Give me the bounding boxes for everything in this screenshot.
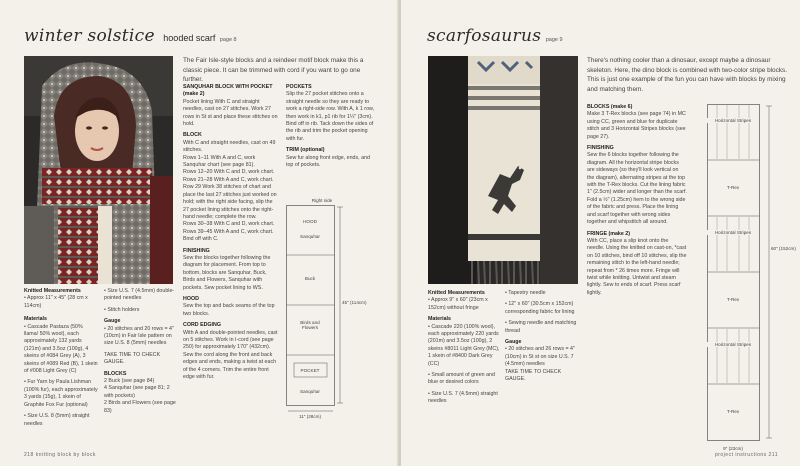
- right-measurements: • Approx 9" x 60" (23cm x 152cm) without fringe: [428, 297, 488, 311]
- hooded-scarf-illustration: [24, 56, 173, 284]
- left-measurements: • Approx 11" x 45" (28 cm x 114cm): [24, 295, 88, 309]
- left-materials-1: • Cascade Pastaza (50% llama/ 50% wool), each approximately 132 yards (121m) and 3.5oz (100g), 4 skeins of #084 Grey (A), 3 skeins of #089 Red (B), 1 skein of #008 Light Grey (C): [24, 323, 98, 375]
- right-intro: There's nothing cooler than a dinosaur, except maybe a dinosaur skeleton. Here, the dino block is combined with two-color stripe blocks. This is just one example of the fun you can have with blocks by mixing and matching them.: [587, 57, 787, 93]
- left-gauge-note: TAKE TIME TO CHECK GAUGE.: [104, 351, 161, 366]
- right-fringe-head: FRINGE (make 2): [587, 230, 630, 237]
- right-materials2-1: • Tapestry needle: [505, 290, 546, 296]
- left-gauge: • 20 stitches and 20 rows = 4" (10cm) in Fair Isle pattern on size U.S. 8 (5mm) needles: [104, 325, 174, 347]
- diagram-trex-2: T-Rex: [726, 297, 740, 302]
- rows-1: Rows 1–11 With A and C, work Sanquhar chart (see page 81).: [183, 154, 256, 169]
- finishing-text: Sew the blocks together following the diagram for placement. From top to bottom, blocks are Sanquhar, Buck, Birds and Flowers, Sanquhar with pockets. Sew pocket lining to WS.: [183, 254, 271, 291]
- diagram-width-9: 9" (23cm): [723, 446, 743, 451]
- diagram-trex-3: T-Rex: [726, 409, 740, 414]
- pockets-text: Slip the 27 pocket stitches onto a straight needle so they are ready to work a right-side row. With A, k 1 row, then work in k1, p1 rib for 1¼" (3cm). Bind off in rib. Tack down the sides of the rib and trim the pocket opening with fur.: [286, 91, 375, 142]
- diagram-stripes-3: Horizontal Stripes: [707, 342, 759, 347]
- right-blocks-head: BLOCKS (make 6): [587, 104, 633, 110]
- hood-head: HOOD: [183, 295, 199, 302]
- right-gauge: • 20 stitches and 26 rows = 4" (10cm) in St st on size U.S. 7 (4.5mm) needles: [505, 346, 575, 368]
- pockets-head: POCKETS: [286, 84, 312, 90]
- trim-head: TRIM (optional): [286, 147, 325, 154]
- scarfosaurus-photo: [428, 56, 578, 284]
- right-col2: [587, 104, 687, 301]
- hood-text: Sew the top and back seams of the top two blocks.: [183, 303, 275, 317]
- right-title: [427, 26, 563, 46]
- diagram-width: 11" (28cm): [299, 414, 321, 419]
- hooded-scarf-photo: [24, 56, 173, 284]
- right-finishing: Sew the 6 blocks together following the diagram. All the horizontal stripe blocks are sideways (so they'll look vertical on the diagram), alternating stripes at the top with the T-Rex blocks. Cut the lining fabric 1" (2.5cm) wider and longer than the scarf. Fold a ½" (1.25cm) hem to the wrong side of the fabric and press. Place the lining and scarf together with wrong sides together and whipstitch all around.: [587, 152, 687, 226]
- diagram-birds: Birds and Flowers: [300, 320, 320, 330]
- rows-5: Rows 30–38 With C and D, work chart.: [183, 221, 275, 228]
- sanquhar-head-b: (make 2): [183, 91, 205, 98]
- rows-4: Row 29 Work 38 stitches of chart and place the last 27 stitches just worked on hold; with the right side facing, slip the 27 pocket lining stitches onto the right-hand needle; complete the row.: [183, 184, 277, 220]
- right-finishing-head: FINISHING: [587, 145, 614, 152]
- right-page: [401, 0, 800, 466]
- block-head: BLOCK: [183, 132, 202, 139]
- scarfosaurus-illustration: [428, 56, 578, 284]
- diagram-height-60: 60" (152cm): [771, 246, 796, 251]
- right-col1: [428, 290, 500, 410]
- rows-3: Rows 21–28 With A and C, work chart.: [183, 176, 274, 183]
- left-title-script: winter solstice: [24, 26, 155, 46]
- left-materials-2: • Fur Yarn by Paula Lishman (100% fur), each approximately 3 yards (15g), 1 skein of Graphite Fox Fur (optional): [24, 379, 98, 408]
- left-intro: The Fair Isle-style blocks and a reindeer motif block make this a classic piece. It can be trimmed with cord if you want to go one further.: [183, 57, 364, 83]
- left-blocks-head: BLOCKS: [104, 370, 127, 377]
- diagram-sanquhar-bottom: Sanquhar: [300, 389, 320, 394]
- pocket-lining: Pocket lining With C and straight needles, cast on 27 stitches. Work 27 rows in St st and place these stitches on hold.: [183, 98, 278, 128]
- sanquhar-head: SANQUHAR BLOCK WITH POCKET: [183, 84, 273, 90]
- right-materials-2: • Small amount of green and blue or desired colors: [428, 372, 495, 386]
- right-page-ref: page 9: [545, 37, 563, 43]
- right-folio: project instructions 211: [714, 452, 778, 458]
- right-fringe: With CC, place a slip knot onto the needle. Using the knitted on cast-on, *cast on 10 stitches, bind off 10 stitches, slip the remaining stitch to the left-hand needle; repeat from * 26 times more. Fringe will twist while knitting. Untwist and steam lightly. Sew to ends of scarf. Press scarf lightly.: [587, 237, 687, 296]
- right-measurements-head: Knitted Measurements: [428, 290, 485, 296]
- right-col1b: [505, 290, 581, 387]
- right-gauge-note: TAKE TIME TO CHECK GAUGE.: [505, 368, 562, 383]
- left-measurements-head: Knitted Measurements: [24, 288, 81, 294]
- cord-text: With A and double-pointed needles, cast on 5 stitches. Work in I-cord (see page 250) for approximately 170" (432cm). Sew the cord along the front and back edges and ends, making a twist at each of the 4 corners. Trim the entire front edge with fur.: [183, 329, 278, 381]
- left-blocks-1: 2 Buck (see page 84): [104, 378, 155, 385]
- block-castOn: With C and straight needles, cast on 49 stitches.: [183, 139, 276, 154]
- right-blocks: Make 3 T-Rex blocks (see page 74) in MC using CC, green and blue for duplicate stitch and 3 Horizontal Stripes blocks (see page 27).: [587, 111, 686, 140]
- right-materials-3: • Size U.S. 7 (4.5mm) straight needles: [428, 390, 498, 405]
- left-materials2-1: • Size U.S. 7 (4.5mm) double-pointed needles: [104, 288, 175, 302]
- trim-text: Sew fur along front edge, ends, and top of pockets.: [286, 154, 370, 169]
- right-materials2-2: • 12" x 60" (30.5cm x 152cm) corresponding fabric for lining: [505, 301, 575, 315]
- left-blocks-2: 4 Sanquhar (see page 81; 2 with pockets): [104, 385, 170, 399]
- diagram-height: 45" (114cm): [342, 300, 367, 305]
- rows-6: Rows 39–45 With A and C, work chart. Bind off with C.: [183, 228, 274, 243]
- diagram-stripes-1: Horizontal Stripes: [707, 118, 759, 123]
- left-title: [24, 26, 237, 46]
- left-materials-head: Materials: [24, 316, 47, 323]
- cord-head: CORD EDGING: [183, 322, 221, 329]
- diagram-sanquhar-top: Sanquhar: [300, 234, 320, 239]
- diagram-pocket: POCKET: [300, 368, 320, 373]
- diagram-right-side: Right side: [311, 198, 333, 203]
- left-materials2-2: • Stitch holders: [104, 306, 140, 313]
- scarfosaurus-diagram-svg: [707, 104, 797, 444]
- left-blocks-3: 2 Birds and Flowers (see page 83): [104, 400, 176, 414]
- left-folio: 218 knitting block by block: [24, 452, 96, 458]
- left-page: [0, 0, 399, 466]
- left-col2: [183, 84, 278, 385]
- diagram-trex-1: T-Rex: [726, 185, 740, 190]
- diagram-buck: Buck: [304, 276, 316, 281]
- diagram-hood: HOOD: [303, 219, 317, 224]
- diagram-stripes-2: Horizontal Stripes: [707, 230, 759, 235]
- right-materials-1: • Cascade 220 (100% wool), each approximately 220 yards (201m) and 3.5oz (100g), 2 skeins #8011 Light Grey (MC), 1 skein of #8400 Dark Grey (CC): [428, 323, 500, 367]
- right-gauge-head: Gauge: [505, 339, 522, 346]
- left-subtitle: hooded scarf: [163, 33, 216, 43]
- finishing-head: FINISHING: [183, 247, 210, 254]
- right-materials-head: Materials: [428, 316, 451, 323]
- left-materials-3: • Size U.S. 8 (5mm) straight needles: [24, 413, 90, 427]
- left-page-ref: page 8: [219, 37, 237, 43]
- left-gauge-head: Gauge: [104, 318, 121, 325]
- left-col1b: [104, 288, 176, 415]
- left-col1: [24, 288, 98, 432]
- rows-2: Rows 12–20 With C and D, work chart.: [183, 169, 275, 176]
- right-materials2-3: • Sewing needle and matching thread: [505, 320, 577, 334]
- right-title-script: scarfosaurus: [427, 26, 542, 46]
- left-col3: [286, 84, 376, 173]
